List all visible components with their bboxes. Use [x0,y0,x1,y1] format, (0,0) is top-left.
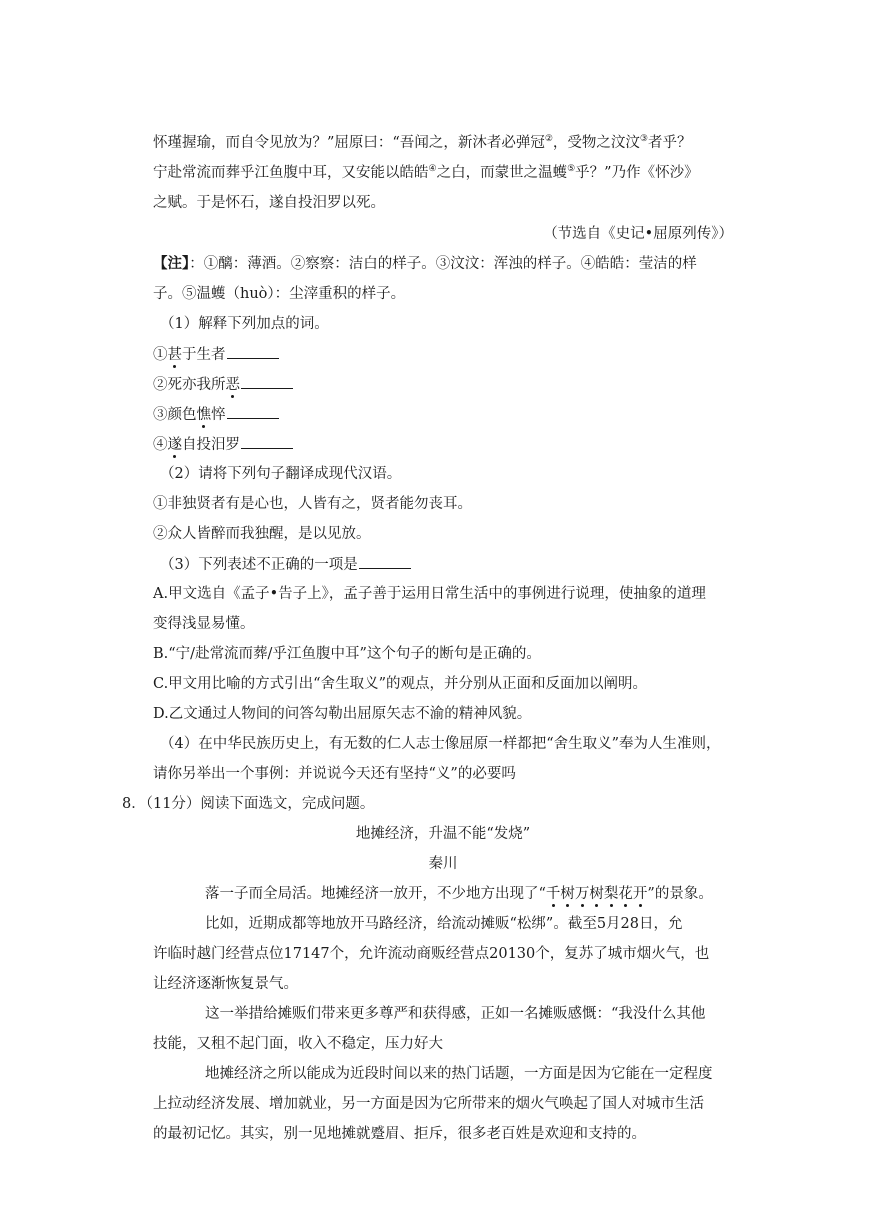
q3-option-d: D.乙文通过人物间的问答勾勒出屈原矢志不渝的精神风貌。 [153,706,532,722]
q4-prompt: （4）在中华民族历史上，有无数的仁人志士像屈原一样都把“舍生取义”奉为人生准则， [160,736,721,752]
q1-item: ③颜色憔悴 [153,404,739,424]
q1-prompt: （1）解释下列加点的词。 [160,316,329,332]
q2-sentence: ①非独贤者有是心也，人皆有之，贤者能勿丧耳。 [153,496,472,512]
answer-blank[interactable] [227,404,279,419]
article-paragraph: 比如，近期成都等地放开马路经济，给流动摊贩“松绑”。截至5月28日，允 [205,916,683,932]
article-paragraph: 上拉动经济发展、增加就业，另一方面是因为它所带来的烟火气唤起了国人对城市生活 [153,1096,704,1112]
q3-option-a: A.甲文选自《孟子•告子上》，孟子善于运用日常生活中的事例进行说理，使抽象的道理 [153,586,706,602]
passage-source: （节选自《史记•屈原列传》） [543,226,733,242]
passage-line: 怀瑾握瑜，而自令见放为？”屈原曰：“吾闻之，新沐者必弹冠②，受物之汶汶③者乎？ [153,134,692,151]
q4-prompt: 请你另举出一个事例：并说说今天还有坚持“义”的必要吗 [153,766,516,782]
answer-blank[interactable] [241,374,293,389]
q2-prompt: （2）请将下列句子翻译成现代汉语。 [160,466,402,482]
answer-blank[interactable] [241,434,293,449]
notes: 子。⑤温蠖（huò）：尘滓重积的样子。 [153,286,406,302]
article-paragraph: 许临时越门经营点位17147个，允许流动商贩经营点20130个，复苏了城市烟火气，也 [153,946,710,962]
passage-line: 宁赴常流而葬乎江鱼腹中耳，又安能以皓皓④之白，而蒙世之温蠖⑤乎？”乃作《怀沙》 [153,164,699,181]
q8-heading: 8．（11分）阅读下面选文，完成问题。 [122,796,375,812]
q3-prompt: （3）下列表述不正确的一项是 [160,554,746,574]
answer-blank[interactable] [359,554,411,569]
q1-item: ①甚于生者 [153,344,739,364]
q3-option-b: B.“宁/赴常流而葬/乎江鱼腹中耳”这个句子的断句是正确的。 [153,646,541,662]
q1-item: ②死亦我所恶 [153,374,739,394]
q3-option-c: C.甲文用比喻的方式引出“舍生取义”的观点，并分别从正面和反面加以阐明。 [153,676,648,692]
article-paragraph: 地摊经济之所以能成为近段时间以来的热门话题，一方面是因为它能在一定程度 [205,1066,713,1082]
article-paragraph: 这一举措给摊贩们带来更多尊严和获得感，正如一名摊贩感慨：“我没什么其他 [205,1006,706,1022]
article-paragraph: 的最初记忆。其实，别一见地摊就蹙眉、拒斥，很多老百姓是欢迎和支持的。 [153,1126,646,1142]
article-paragraph: 技能，又租不起门面，收入不稳定，压力好大 [153,1036,443,1052]
article-paragraph: 落一子而全局活。地摊经济一放开，不少地方出现了“千树万树梨花开”的景象。 [205,886,713,902]
q3-option-a: 变得浅显易懂。 [153,616,255,632]
article-author: 秦川 [428,856,458,872]
article-title: 地摊经济，升温不能“发烧” [355,826,531,842]
q1-item: ④遂自投汨罗 [153,434,739,454]
q2-sentence: ②众人皆醉而我独醒，是以见放。 [153,526,371,542]
passage-line: 之赋。于是怀石，遂自投汨罗以死。 [153,195,385,211]
article-paragraph: 让经济逐渐恢复景气。 [153,976,298,992]
answer-blank[interactable] [227,344,279,359]
notes: 【注】：①醨：薄酒。②察察：洁白的样子。③汶汶：浑浊的样子。④皓皓：莹洁的样 [153,255,697,272]
